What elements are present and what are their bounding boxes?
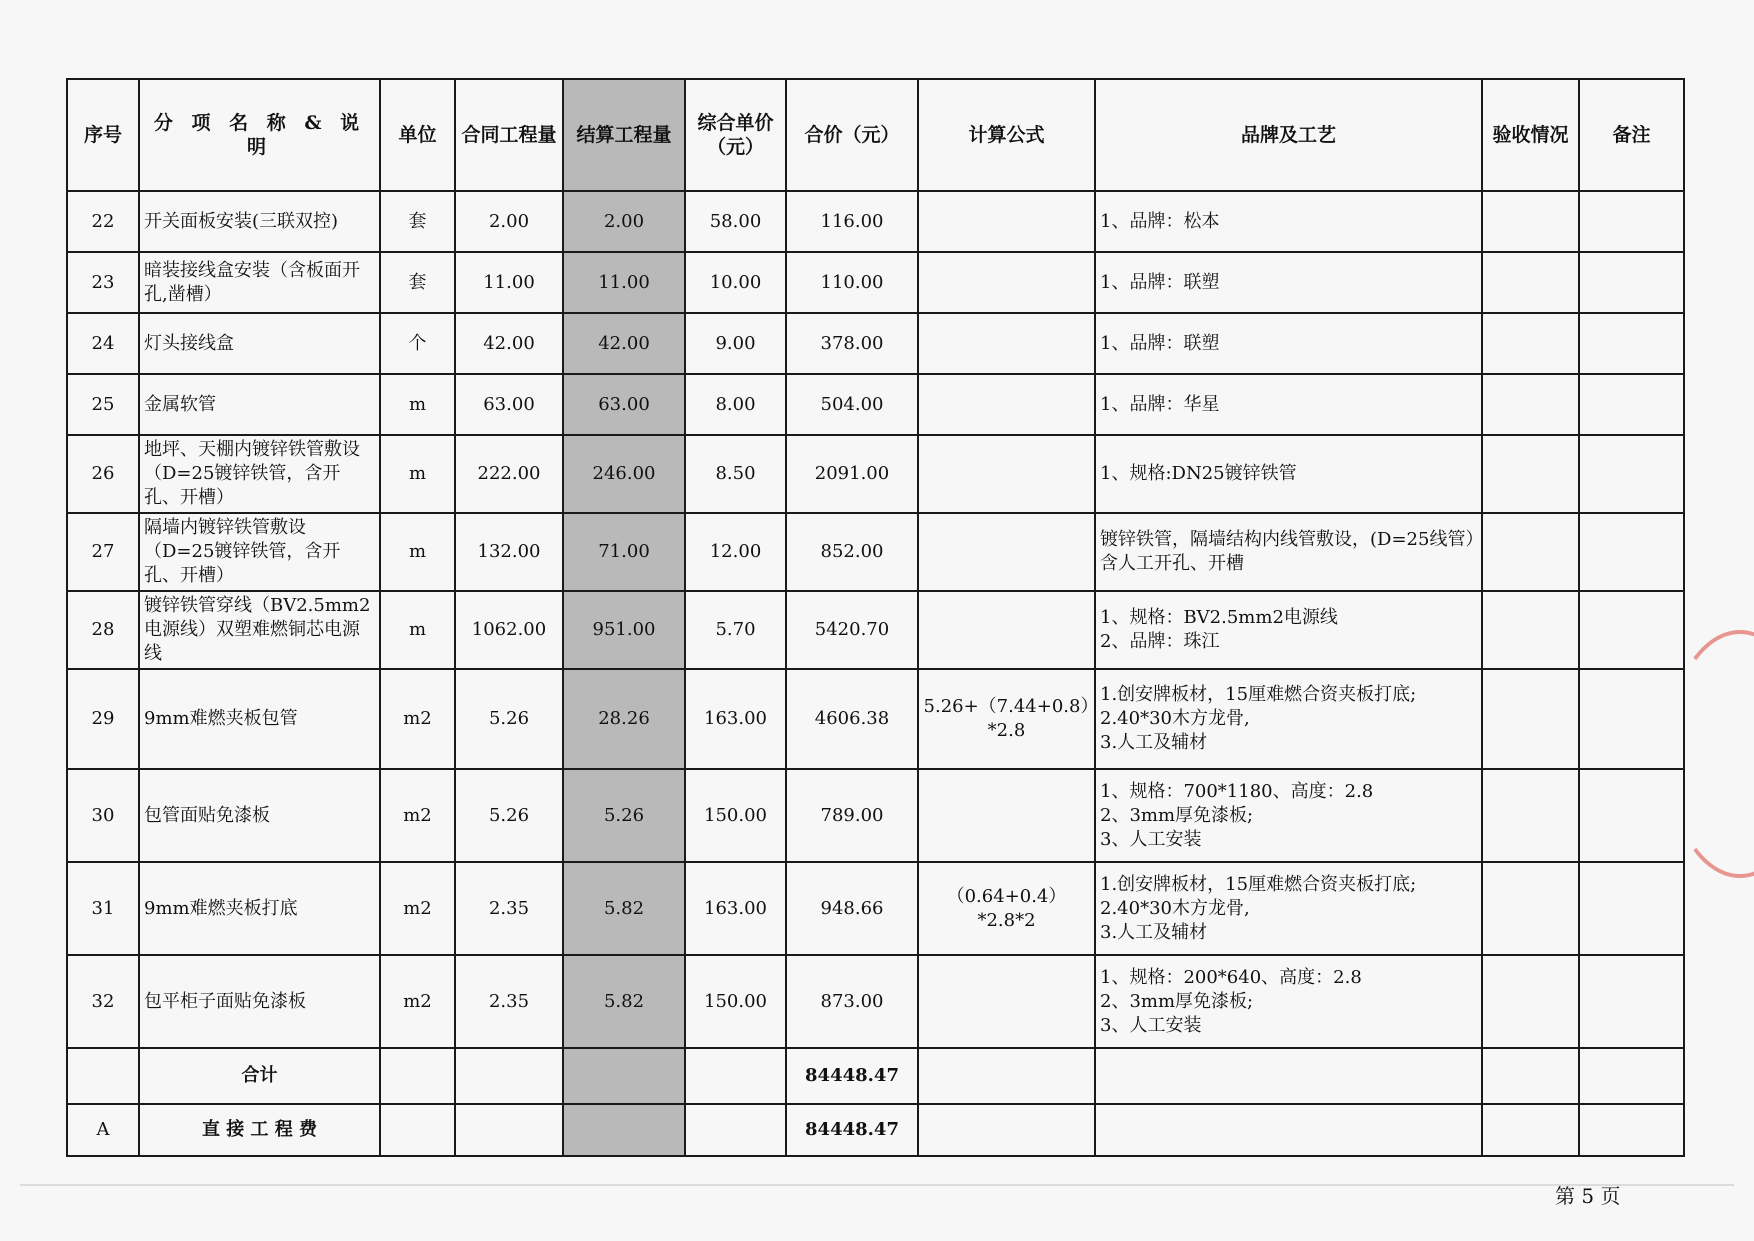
cell-total: 873.00 [786, 955, 918, 1048]
cell-remark [1579, 591, 1684, 669]
cell-unit: 套 [380, 191, 455, 252]
cell-unit-price [685, 1048, 786, 1104]
table-row [67, 513, 1684, 591]
cell-name: 灯头接线盒 [139, 313, 380, 374]
cell-acceptance [1482, 513, 1579, 591]
cell-unit: m [380, 591, 455, 669]
cell-formula [918, 313, 1095, 374]
table-row [67, 955, 1684, 1048]
cell-name: 包平柜子面贴免漆板 [139, 955, 380, 1048]
cell-settle-qty: 71.00 [563, 513, 685, 591]
cell-settle-qty [563, 1104, 685, 1156]
cell-brand: 1、规格：700*1180、高度：2.8 2、3mm厚免漆板; 3、人工安装 [1095, 769, 1482, 862]
cell-formula [918, 252, 1095, 313]
header-name: 分 项 名 称 & 说 明 [139, 79, 380, 191]
cell-total: 2091.00 [786, 435, 918, 513]
cell-formula: 5.26+（7.44+0.8）*2.8 [918, 669, 1095, 769]
cell-contract-qty: 5.26 [455, 769, 563, 862]
cell-name: 包管面贴免漆板 [139, 769, 380, 862]
cell-formula [918, 435, 1095, 513]
cell-formula [918, 1104, 1095, 1156]
cell-settle-qty: 42.00 [563, 313, 685, 374]
cell-settle-qty: 28.26 [563, 669, 685, 769]
cell-total: 378.00 [786, 313, 918, 374]
cell-contract-qty [455, 1104, 563, 1156]
table-row [67, 591, 1684, 669]
cell-no: 26 [67, 435, 139, 513]
header-acceptance: 验收情况 [1482, 79, 1579, 191]
direct-cost-no: A [67, 1104, 139, 1156]
cell-settle-qty: 2.00 [563, 191, 685, 252]
cell-name: 9mm难燃夹板包管 [139, 669, 380, 769]
cell-unit [380, 1104, 455, 1156]
cell-contract-qty: 11.00 [455, 252, 563, 313]
cell-unit-price: 9.00 [685, 313, 786, 374]
cell-contract-qty: 2.35 [455, 955, 563, 1048]
cell-acceptance [1482, 374, 1579, 435]
footer-divider [20, 1184, 1734, 1186]
bill-of-quantities-table [66, 78, 1685, 1157]
cell-brand: 1、规格：200*640、高度：2.8 2、3mm厚免漆板; 3、人工安装 [1095, 955, 1482, 1048]
cell-settle-qty: 5.26 [563, 769, 685, 862]
cell-no: 23 [67, 252, 139, 313]
cell-unit: m2 [380, 955, 455, 1048]
cell-unit: m [380, 374, 455, 435]
cell-acceptance [1482, 252, 1579, 313]
header-brand: 品牌及工艺 [1095, 79, 1482, 191]
cell-no: 22 [67, 191, 139, 252]
cell-name: 金属软管 [139, 374, 380, 435]
cell-unit-price: 12.00 [685, 513, 786, 591]
cell-unit-price: 150.00 [685, 955, 786, 1048]
cell-no: 32 [67, 955, 139, 1048]
cell-remark [1579, 513, 1684, 591]
cell-contract-qty: 2.35 [455, 862, 563, 955]
cell-remark [1579, 435, 1684, 513]
cell-unit-price: 150.00 [685, 769, 786, 862]
cell-brand: 1.创安牌板材，15厘难燃合资夹板打底; 2.40*30木方龙骨, 3.人工及辅材 [1095, 669, 1482, 769]
cell-acceptance [1482, 955, 1579, 1048]
cell-brand: 1、品牌：联塑 [1095, 313, 1482, 374]
cell-acceptance [1482, 1104, 1579, 1156]
cell-name: 地坪、天棚内镀锌铁管敷设（D=25镀锌铁管，含开孔、开槽） [139, 435, 380, 513]
table-row [67, 435, 1684, 513]
cell-unit: 个 [380, 313, 455, 374]
cell-total: 948.66 [786, 862, 918, 955]
header-total: 合价（元） [786, 79, 918, 191]
cell-brand [1095, 1104, 1482, 1156]
table-row [67, 669, 1684, 769]
cell-settle-qty [563, 1048, 685, 1104]
table-row [67, 313, 1684, 374]
cell-formula [918, 374, 1095, 435]
cell-brand: 1、品牌：华星 [1095, 374, 1482, 435]
cell-unit: m2 [380, 769, 455, 862]
cell-remark [1579, 313, 1684, 374]
cell-brand: 1、规格:DN25镀锌铁管 [1095, 435, 1482, 513]
header-no: 序号 [67, 79, 139, 191]
cell-no: 31 [67, 862, 139, 955]
cell-no: 30 [67, 769, 139, 862]
header-formula: 计算公式 [918, 79, 1095, 191]
cell-unit: m [380, 435, 455, 513]
cell-no: 27 [67, 513, 139, 591]
cell-unit: 套 [380, 252, 455, 313]
cell-contract-qty: 222.00 [455, 435, 563, 513]
cell-acceptance [1482, 769, 1579, 862]
cell-acceptance [1482, 669, 1579, 769]
cell-unit-price: 8.50 [685, 435, 786, 513]
cell-name: 镀锌铁管穿线（BV2.5mm2电源线）双塑难燃铜芯电源线 [139, 591, 380, 669]
header-unit-price: 综合单价 （元） [685, 79, 786, 191]
cell-formula [918, 513, 1095, 591]
header-contract-qty: 合同工程量 [455, 79, 563, 191]
cell-acceptance [1482, 591, 1579, 669]
cell-unit: m2 [380, 862, 455, 955]
cell-unit-price: 10.00 [685, 252, 786, 313]
cell-remark [1579, 955, 1684, 1048]
cell-total: 110.00 [786, 252, 918, 313]
total-label: 合计 [139, 1048, 380, 1104]
cell-formula [918, 955, 1095, 1048]
cell-brand: 1、品牌：松本 [1095, 191, 1482, 252]
cell-unit-price: 163.00 [685, 669, 786, 769]
table-header-row [67, 79, 1684, 191]
cell-acceptance [1482, 1048, 1579, 1104]
cell-formula [918, 591, 1095, 669]
cell-remark [1579, 1104, 1684, 1156]
cell-no: 25 [67, 374, 139, 435]
table-row [67, 862, 1684, 955]
cell-contract-qty: 1062.00 [455, 591, 563, 669]
cell-brand: 1、规格：BV2.5mm2电源线 2、品牌：珠江 [1095, 591, 1482, 669]
cell-name: 暗装接线盒安装（含板面开孔,凿槽） [139, 252, 380, 313]
cell-contract-qty: 132.00 [455, 513, 563, 591]
cell-unit-price: 8.00 [685, 374, 786, 435]
cell-contract-qty: 2.00 [455, 191, 563, 252]
cell-unit-price: 5.70 [685, 591, 786, 669]
cell-unit: m [380, 513, 455, 591]
header-settle-qty: 结算工程量 [563, 79, 685, 191]
cell-total: 852.00 [786, 513, 918, 591]
cell-remark [1579, 252, 1684, 313]
cell-acceptance [1482, 862, 1579, 955]
header-remark: 备注 [1579, 79, 1684, 191]
cell-unit-price: 58.00 [685, 191, 786, 252]
table-row [67, 769, 1684, 862]
cell-remark [1579, 1048, 1684, 1104]
cell-formula: （0.64+0.4）*2.8*2 [918, 862, 1095, 955]
direct-cost-row [67, 1104, 1684, 1156]
direct-cost-amount: 84448.47 [786, 1104, 918, 1156]
cell-name: 9mm难燃夹板打底 [139, 862, 380, 955]
cell-acceptance [1482, 191, 1579, 252]
cell-remark [1579, 374, 1684, 435]
cell-no: 29 [67, 669, 139, 769]
direct-cost-label: 直 接 工 程 费 [139, 1104, 380, 1156]
cell-no: 28 [67, 591, 139, 669]
total-amount: 84448.47 [786, 1048, 918, 1104]
cell-formula [918, 191, 1095, 252]
cell-contract-qty: 63.00 [455, 374, 563, 435]
cell-formula [918, 769, 1095, 862]
cell-total: 116.00 [786, 191, 918, 252]
cell-unit [380, 1048, 455, 1104]
cell-unit: m2 [380, 669, 455, 769]
cell-unit-price [685, 1104, 786, 1156]
table-row [67, 252, 1684, 313]
cell-total: 4606.38 [786, 669, 918, 769]
cell-total: 504.00 [786, 374, 918, 435]
cell-total: 789.00 [786, 769, 918, 862]
cell-unit-price: 163.00 [685, 862, 786, 955]
cell-settle-qty: 63.00 [563, 374, 685, 435]
cell-settle-qty: 246.00 [563, 435, 685, 513]
cell-contract-qty: 5.26 [455, 669, 563, 769]
cell-settle-qty: 5.82 [563, 955, 685, 1048]
cell-name: 开关面板安装(三联双控) [139, 191, 380, 252]
cell-contract-qty: 42.00 [455, 313, 563, 374]
cell-remark [1579, 191, 1684, 252]
total-row [67, 1048, 1684, 1104]
table-row [67, 374, 1684, 435]
header-unit: 单位 [380, 79, 455, 191]
cell-name: 隔墙内镀锌铁管敷设（D=25镀锌铁管，含开孔、开槽） [139, 513, 380, 591]
cell-settle-qty: 951.00 [563, 591, 685, 669]
table-row [67, 191, 1684, 252]
cell-no: 24 [67, 313, 139, 374]
cell-acceptance [1482, 313, 1579, 374]
cell-acceptance [1482, 435, 1579, 513]
cell-settle-qty: 11.00 [563, 252, 685, 313]
cell-settle-qty: 5.82 [563, 862, 685, 955]
cell-brand [1095, 1048, 1482, 1104]
cell-brand: 1、品牌：联塑 [1095, 252, 1482, 313]
cell-contract-qty [455, 1048, 563, 1104]
page-number: 第 5 页 [1555, 1184, 1621, 1208]
cell-total: 5420.70 [786, 591, 918, 669]
cell-formula [918, 1048, 1095, 1104]
cell-remark [1579, 862, 1684, 955]
cell-brand: 1.创安牌板材，15厘难燃合资夹板打底; 2.40*30木方龙骨, 3.人工及辅材 [1095, 862, 1482, 955]
cell-no [67, 1048, 139, 1104]
cell-brand: 镀锌铁管，隔墙结构内线管敷设，(D=25线管）含人工开孔、开槽 [1095, 513, 1482, 591]
